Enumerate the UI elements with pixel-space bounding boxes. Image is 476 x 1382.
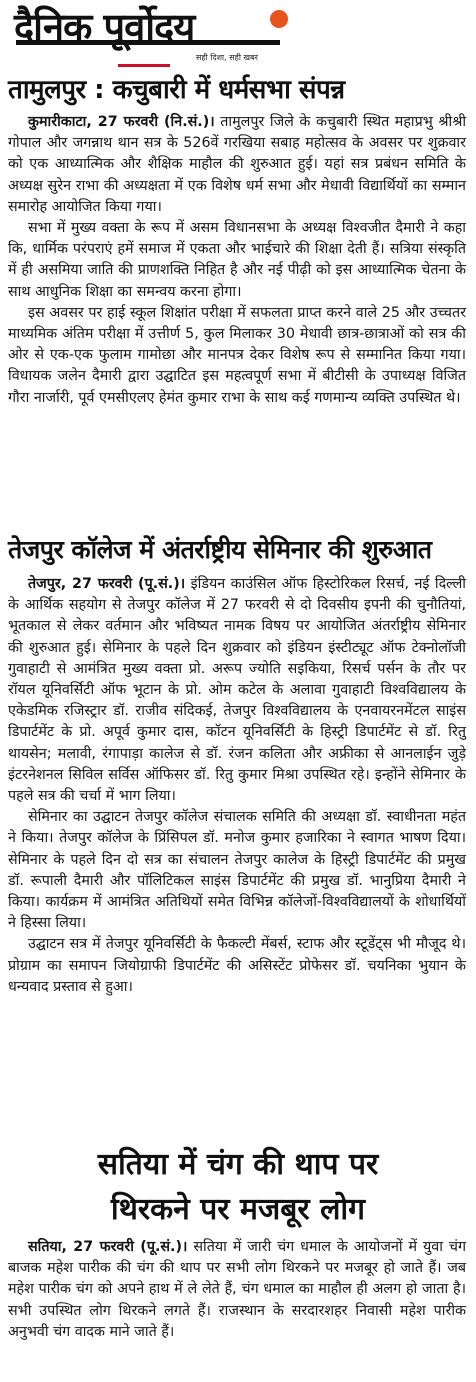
article2-paragraph: [8, 574, 466, 807]
article1-body: [8, 112, 466, 409]
article1-paragraph: इस अवसर पर हाई स्कूल शिक्षांत परीक्षा में सफलता प्राप्त करने वाले 25 और उच्चतर माध्यमिक अंतिम परीक्षा में उत्तीर्ण 5, कुल मिलाकर 30 मेधावी छात्र-छात्राओं को सत्र की ओर से एक-एक फुलाम गामोछा और मानपत्र देकर विशेष रूप से सम्मानित किया गया। विधायक जलेन दैमारी द्वारा उद्घाटित इस महत्वपूर्ण सभा में बीटीसी के उपाध्यक्ष विजित गौरा नार्जारी, पूर्व एमसीएलए हेमंत कुमार राभा के साथ कई गणमान्य व्यक्ति उपस्थित थे।: [8, 304, 466, 406]
article3-paragraph: [8, 1237, 466, 1343]
tagline: सही दिशा, सही खबर: [196, 53, 258, 62]
article2-paragraph: उद्घाटन सत्र में तेजपुर यूनिवर्सिटी के फैकल्टी मेंबर्स, स्टाफ और स्टूडेंट्स भी मौजूद थे। प्रोग्राम का समापन जियोग्राफी डिपार्टमेंट की असिस्टेंट प्रोफेसर डॉ. चयनिका भुयान के धन्यवाद प्रस्ताव से हुआ।: [8, 936, 466, 995]
masthead: [0, 0, 476, 70]
article3-headline-line1: सतिया में चंग की थाप पर: [97, 1147, 379, 1182]
article3-headline-line2: थिरकने पर मजबूर लोग: [110, 1192, 366, 1227]
article2-paragraph-text: इंडियन काउंसिल ऑफ हिस्टोरिकल रिसर्च, नई दिल्ली के आर्थिक सहयोग से तेजपुर कॉलेज में 27 फरवरी से दो दिवसीय इपनी की चुनौतियां, भूतकाल से लेकर वर्तमान और भविष्यत नामक विषय पर आयोजित अंतर्राष्ट्रीय सेमिनार की शुरुआत हुई। सेमिनार के पहले दिन शुक्रवार को इंडियन इंस्टीट्यूट ऑफ टेक्नोलॉजी गुवाहाटी से आमंत्रित मुख्य वक्ता प्रो. अरूप ज्योति सइकिया, रिसर्च पर्सन के तौर पर रॉयल यूनिवर्सिटी ऑफ भूटान के प्रो. ओम कटेल के अलावा गुवाहाटी विश्वविद्यालय के एकेडमिक रजिस्ट्रार डॉ. राजीव संदिकई, तेजपुर विश्वविद्यालय के एनवायरनमेंटल साइंस डिपार्टमेंट के प्रो. अपूर्व कुमार दास, कॉटन यूनिवर्सिटी के हिस्ट्री डिपार्टमेंट से डॉ. रितु थायसेन; मलावी, रंगापाड़ा कालेज से डॉ. रंजन कलिता और अफ्रीका से आनलाईन जुड़े इंटरनेशनल सिविल सर्विस ऑफिसर डॉ. रितु कुमार मिश्रा उपस्थित रहे। इन्होंने सेमिनार के पहले सत्र की चर्चा में भाग लिया।: [8, 576, 466, 805]
article2-dateline: तेजपुर, 27 फरवरी (पू.सं.)।: [28, 576, 186, 592]
article1-paragraph-text: तामुलपुर जिले के कचुबारी स्थित महाप्रभु श्रीश्री गोपाल और जगन्नाथ थान सत्र के 526वें गरखिया सबाह महोत्सव के अवसर पर शुक्रवार को एक आध्यात्मिक और शैक्षिक माहौल की शुरुआत हुई। यहां सत्र प्रबंधन समिति के अध्यक्ष सुरेन राभा की अध्यक्षता में एक विशेष धर्म सभा और मेधावी विद्यार्थियों का सम्मान समारोह आयोजित किया गया।: [8, 114, 467, 215]
article3-body: [8, 1237, 466, 1343]
masthead-red-strip: [118, 64, 170, 67]
article2-body: [8, 574, 466, 998]
article2-headline: तेजपुर कॉलेज में अंतर्राष्ट्रीय सेमिनार की शुरुआत: [8, 535, 432, 564]
article1-dateline: कुमारीकाटा, 27 फरवरी (नि.सं.)।: [28, 114, 215, 130]
article2-paragraph: सेमिनार का उद्घाटन तेजपुर कॉलेज संचालक समिति की अध्यक्षा डॉ. स्वाधीनता महंत ने किया। तेजपुर कॉलेज के प्रिंसिपल डॉ. मनोज कुमार हजारिका ने स्वागत भाषण दिया। सेमिनार के पहले दिन दो सत्र का संचालन तेजपुर कालेज के हिस्ट्री डिपार्टमेंट की प्रमुख डॉ. रूपाली दैमारी और पॉलिटिकल साइंस डिपार्टमेंट की प्रमुख डॉ. भानुप्रिया दैमारी ने किया। कार्यक्रम में आमंत्रित अतिथियों समेत विभिन्न कॉलेजों-विश्वविद्यालयों के शोधार्थियों ने हिस्सा लिया।: [8, 809, 466, 932]
article3-dateline: सतिया, 27 फरवरी (पू.सं.)।: [28, 1239, 188, 1255]
article1-paragraph: [8, 112, 466, 218]
newspaper-logo: [14, 2, 284, 58]
logo-text: दैनिक पूर्वोदय: [14, 5, 195, 49]
article1-headline: तामुलपुर : कचुबारी में धर्मसभा संपन्न: [8, 75, 345, 105]
article1-paragraph: सभा में मुख्य वक्ता के रूप में असम विधानसभा के अध्यक्ष विश्वजीत दैमारी ने कहा कि, धार्मिक परंपराएं हमें समाज में एकता और भाईचारे की शिक्षा देती हैं। सत्रिया संस्कृति में ही असमिया जाति की प्राणशक्ति निहित है और नई पीढ़ी को इस आध्यात्मिक चेतना के साथ आधुनिक शिक्षा का समन्वय करना होगा।: [8, 220, 466, 300]
article3-paragraph-text: सतिया में जारी चंग धमाल के आयोजनों में युवा चंग बाजक महेश पारीक की चंग की थाप पर सभी लोग थिरकने पर मजबूर हो जाते हैं। जब महेश पारीक चंग को अपने हाथ में ले लेते हैं, चंग धमाल का माहौल ही अलग हो जाता है। सभी उपस्थित लोग थिरकने लगते हैं। राजस्थान के सरदारशहर निवासी महेश पारीक अनुभवी चंग वादक माने जाते हैं।: [8, 1239, 466, 1340]
logo-sun-icon: [268, 8, 290, 30]
